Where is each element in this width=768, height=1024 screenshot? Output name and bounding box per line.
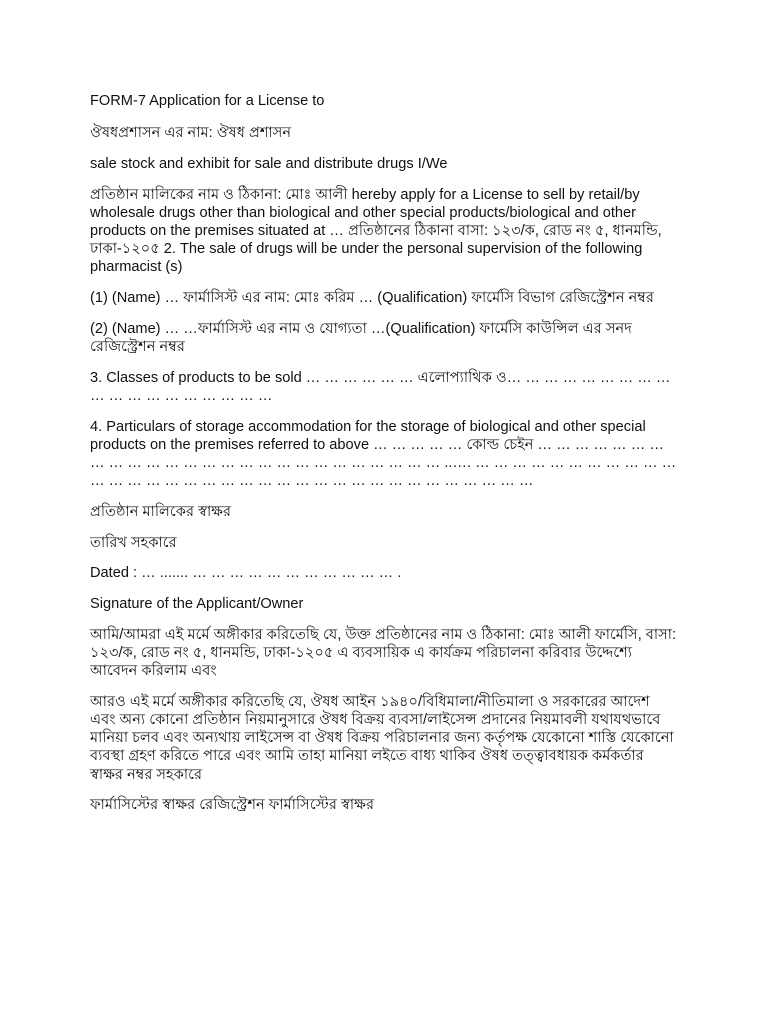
authority-name: ঔষধপ্রশাসন এর নাম: ঔষধ প্রশাসন bbox=[90, 125, 292, 142]
dated-line: Dated : … ....... … … … … … … … … … … … . bbox=[90, 565, 402, 582]
owner-signature-label: প্রতিষ্ঠান মালিকের স্বাক্ষর bbox=[90, 503, 232, 520]
date-label: তারিখ সহকারে bbox=[90, 534, 177, 551]
storage-particulars: 4. Particulars of storage accommodation for the storage of biological and other special products on the premises referred to above … … … … … কোল্ড চেইন … … … … … … … … … … … … … … … … … … … … … … … … … … ..…. … … … … … … … … … … … … … … … … … … … … … … … … … … … … … … … … … … … bbox=[90, 418, 677, 490]
pharmacist-signature-line: ফার্মাসিস্টের স্বাক্ষর রেজিস্ট্রেশন ফার্মাসিস্টের স্বাক্ষর bbox=[90, 797, 374, 814]
applicant-paragraph: প্রতিষ্ঠান মালিকের নাম ও ঠিকানা: মোঃ আলী hereby apply for a License to sell by retail/by wholesale drugs other than biological and other special products/biological and other products on the premises situated at … প্রতিষ্ঠানের ঠিকানা বাসা: ১২৩/ক, রোড নং ৫, ধানমন্ডি, ঢাকা-১২০৫ 2. The sale of drugs will be under the personal supervision of the following pharmacist (s) bbox=[90, 186, 662, 276]
pharmacist-1: (1) (Name) … ফার্মাসিস্ট এর নাম: মোঃ করিম … (Qualification) ফার্মেসি বিভাগ রেজিস্ট্রেশন নম্বর bbox=[90, 290, 654, 307]
purpose-line: sale stock and exhibit for sale and distribute drugs I/We bbox=[90, 155, 448, 172]
form-title: FORM-7 Application for a License to bbox=[90, 93, 325, 109]
applicant-signature: Signature of the Applicant/Owner bbox=[90, 596, 304, 613]
undertaking-paragraph-2: আরও এই মর্মে অঙ্গীকার করিতেছি যে, ঔষধ আইন ১৯৪০/বিধিমালা/নীতিমালা ও সরকারের আদেশ এবং অন্য কোনো প্রতিষ্ঠান নিয়মানুসারে ঔষধ বিক্রয় ব্যবসা/লাইসেন্স প্রদানের নিয়মাবলী যথাযথভাবে মানিয়া চলব এবং অন্যথায় লাইসেন্স বা ঔষধ বিক্রয় পরিচালনার জন্য কর্তৃপক্ষ যেকোনো শাস্তি যেকোনো ব্যবস্থা গ্রহণ করিতে পারে এবং আমি তাহা মানিয়া লইতে বাধ্য থাকিব ঔষধ তত্ত্বাবধায়ক কর্মকর্তার স্বাক্ষর নম্বর সহকারে bbox=[90, 693, 674, 783]
product-classes: 3. Classes of products to be sold … … … … … … এলোপ্যাথিক ও… … … … … … … … … … … … … … … … … … … bbox=[90, 369, 671, 404]
undertaking-paragraph-1: আমি/আমরা এই মর্মে অঙ্গীকার করিতেছি যে, উক্ত প্রতিষ্ঠানের নাম ও ঠিকানা: মোঃ আলী ফার্মেসি, বাসা: ১২৩/ক, রোড নং ৫, ধানমন্ডি, ঢাকা-১২০৫ এ ব্যবসায়িক এ কার্যক্রম পরিচালনা করিবার উদ্দেশ্যে আবেদন করিলাম এবং bbox=[90, 626, 677, 680]
pharmacist-2: (2) (Name) … …ফার্মাসিস্ট এর নাম ও যোগ্যতা …(Qualification) ফার্মেসি কাউন্সিল এর সনদ রেজিস্ট্রেশন নম্বর bbox=[90, 320, 632, 356]
